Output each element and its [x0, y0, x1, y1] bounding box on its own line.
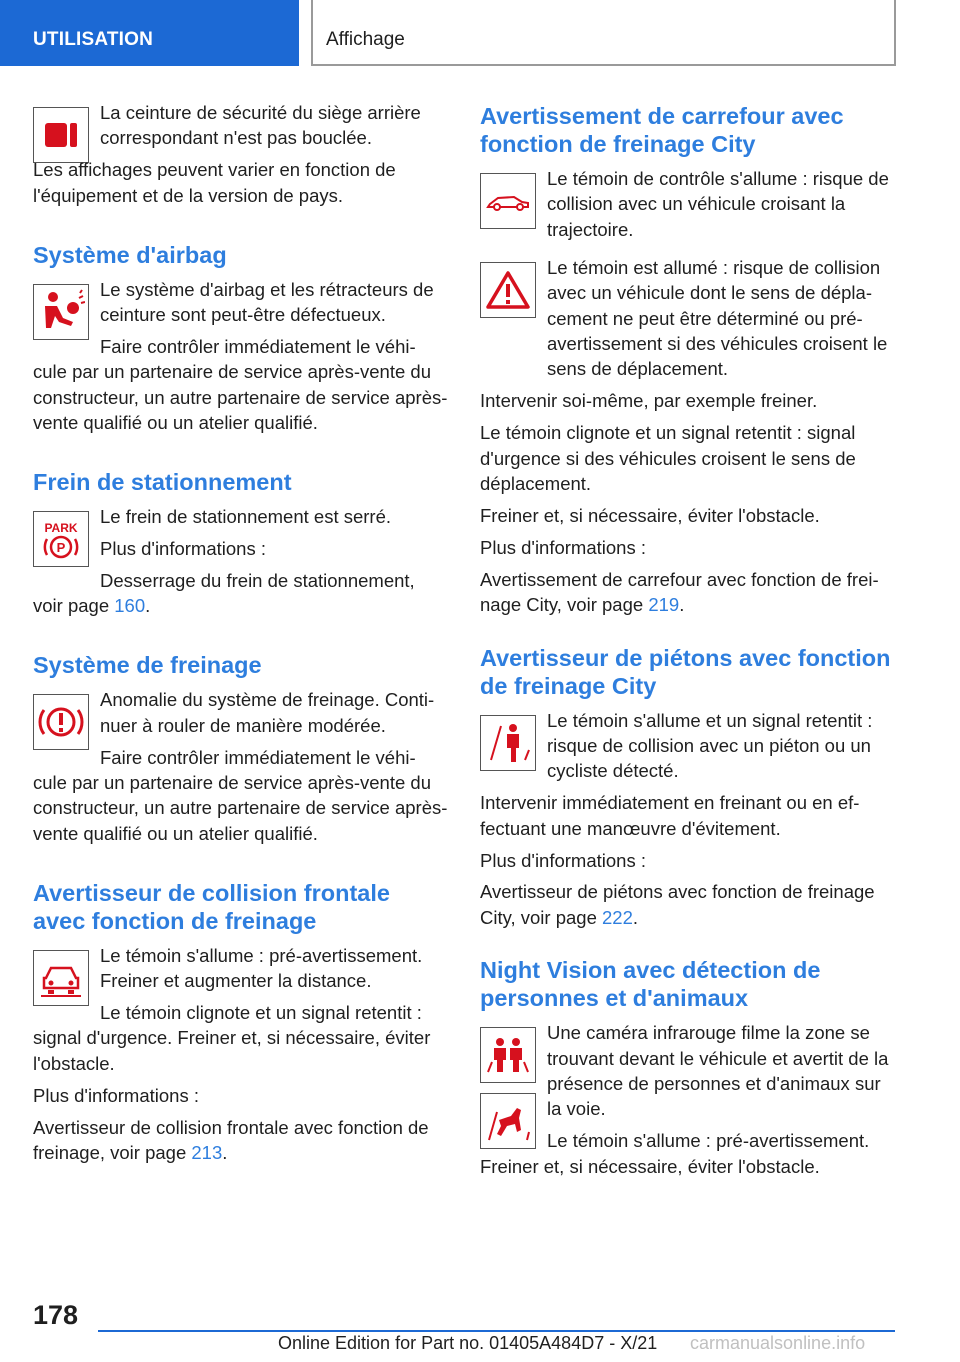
- parking-more-info: Plus d'informations :: [100, 537, 266, 559]
- airbag-text: Le système d'airbag et les rétracteurs de ceinture sont peut-être défectueux.: [100, 278, 434, 326]
- crossroad-urgent: Le témoin clignote et un signal retentit : signal d'urgence si des véhicules croisent le sens de déplacement.: [480, 422, 856, 494]
- night-vision-persons-icon: [480, 1027, 536, 1083]
- airbag-heading: Système d'airbag: [33, 241, 227, 268]
- brake-text: Anomalie du système de freinage. Conti- nuer à rouler de manière modérée.: [100, 689, 435, 736]
- collision-text: Le témoin s'allume : pré-avertissement. Freiner et augmenter la distance.: [100, 944, 423, 992]
- crossroad-more-info: Plus d'informations :: [480, 536, 646, 558]
- collision-reference: Avertisseur de collision frontale avec fonction de freinage, voir page 213.: [33, 1116, 429, 1163]
- brake-instructions: Faire contrôler immédiatement le véhi- cule par un partenaire de service après-vente du constructeur, un autre partenaire de service après-vente qualifié ou un atelier qualifié.: [33, 746, 448, 844]
- airbag-block: [33, 277, 448, 442]
- seatbelt-block: [33, 100, 448, 215]
- nightvision-text: Une caméra infrarouge filme la zone se trouvant devant le véhicule et avertit de la présence de personnes et d'animaux sur la voie.: [547, 1022, 889, 1120]
- parking-block: [33, 504, 448, 625]
- collision-heading: Avertisseur de collision frontale avec fonction de freinage: [33, 879, 390, 934]
- crossroad-block-2: [480, 255, 898, 389]
- brake-block: [33, 687, 448, 852]
- chapter-title: Affichage: [326, 29, 405, 50]
- watermark: carmanualsonline.info: [690, 1333, 866, 1353]
- crossroad-brake: Freiner et, si nécessaire, éviter l'obstacle.: [480, 504, 820, 526]
- parking-text: Le frein de stationnement est serré.: [100, 506, 392, 528]
- parking-brake-icon: [33, 511, 89, 567]
- pedestrian-more-info: Plus d'informations :: [480, 849, 646, 871]
- footer-rule: [98, 1330, 895, 1332]
- crossroad-heading: Avertissement de carrefour avec fonction de freinage City: [480, 103, 844, 157]
- chapter-tab: [311, 0, 896, 66]
- page-link-219[interactable]: 219: [648, 594, 680, 616]
- svg-text:P: P: [56, 540, 66, 556]
- seatbelt-note: Les affichages peuvent varier en fonction de l'équipement et de la version de pays.: [33, 159, 396, 206]
- nightvision-warning: Le témoin s'allume : pré-avertissement. Freiner et, si nécessaire, éviter l'obstacle.: [480, 1130, 870, 1177]
- left-column: [33, 100, 448, 1172]
- section-title: UTILISATION: [33, 29, 154, 50]
- crossroad-text: Le témoin de contrôle s'allume : risque de collision avec un véhicule croisant la trajectoire.: [547, 168, 889, 240]
- park-label: PARK: [44, 521, 78, 536]
- nightvision-heading: Night Vision avec détection de personnes et d'animaux: [480, 957, 821, 1012]
- pedestrian-block: [480, 708, 898, 791]
- pedestrian-warning-icon: [480, 715, 536, 771]
- parking-heading: Frein de stationnement: [33, 469, 292, 496]
- pedestrian-heading: Avertisseur de piétons avec fonction de freinage City: [480, 644, 891, 699]
- collision-warning-icon: [33, 950, 89, 1006]
- edition-text: Online Edition for Part no. 01405A484D7 - X/21: [278, 1333, 658, 1353]
- nightvision-block: [480, 1020, 898, 1185]
- crossroad-warning-icon: [480, 173, 536, 229]
- parking-reference: Desserrage du frein de stationnement, voir page 160.: [33, 569, 415, 617]
- page-number: 178: [33, 1300, 79, 1330]
- seatbelt-text: La ceinture de sécurité du siège arrière correspondant n'est pas bouclée.: [100, 102, 421, 149]
- airbag-warning-icon: [33, 284, 89, 340]
- collision-urgent: Le témoin clignote et un signal retentit : signal d'urgence. Freiner et, si nécessaire, éviter l'obstacle.: [33, 1001, 431, 1074]
- right-column: [480, 100, 898, 1186]
- collision-block: [33, 943, 448, 1172]
- section-tab: [0, 0, 299, 66]
- seatbelt-warning-icon: [33, 107, 89, 163]
- warning-triangle-icon: [480, 262, 536, 318]
- crossroad-action: Intervenir soi-même, par exemple freiner.: [480, 390, 818, 412]
- brake-system-icon: [33, 694, 89, 750]
- pedestrian-reference: Avertisseur de piétons avec fonction de freinage City, voir page 222.: [480, 881, 875, 928]
- pedestrian-action: Intervenir immédiatement en freinant ou en ef- fectuant une manœuvre d'évitement.: [480, 792, 860, 839]
- collision-more-info: Plus d'informations :: [33, 1084, 199, 1106]
- pedestrian-text: Le témoin s'allume et un signal retentit : risque de collision avec un piéton ou un cycliste détecté.: [547, 709, 873, 782]
- crossroad-reference: Avertissement de carrefour avec fonction de frei- nage City, voir page 219.: [480, 568, 879, 616]
- page-link-213[interactable]: 213: [191, 1141, 223, 1163]
- crossroad-text-2: Le témoin est allumé : risque de collision avec un véhicule dont le sens de dépla- cement ne peut être déterminé ou pré- avertissement si des véhicules croisent le sens de déplacement.: [547, 256, 888, 380]
- page-link-222[interactable]: 222: [602, 906, 633, 928]
- page-link-160[interactable]: 160: [114, 595, 146, 617]
- brake-heading: Système de freinage: [33, 652, 262, 679]
- airbag-instructions: Faire contrôler immédiatement le véhi- cule par un partenaire de service après-vente du constructeur, un autre partenaire de service après-vente qualifié ou un atelier qualifié.: [33, 335, 448, 434]
- crossroad-block: [480, 166, 898, 249]
